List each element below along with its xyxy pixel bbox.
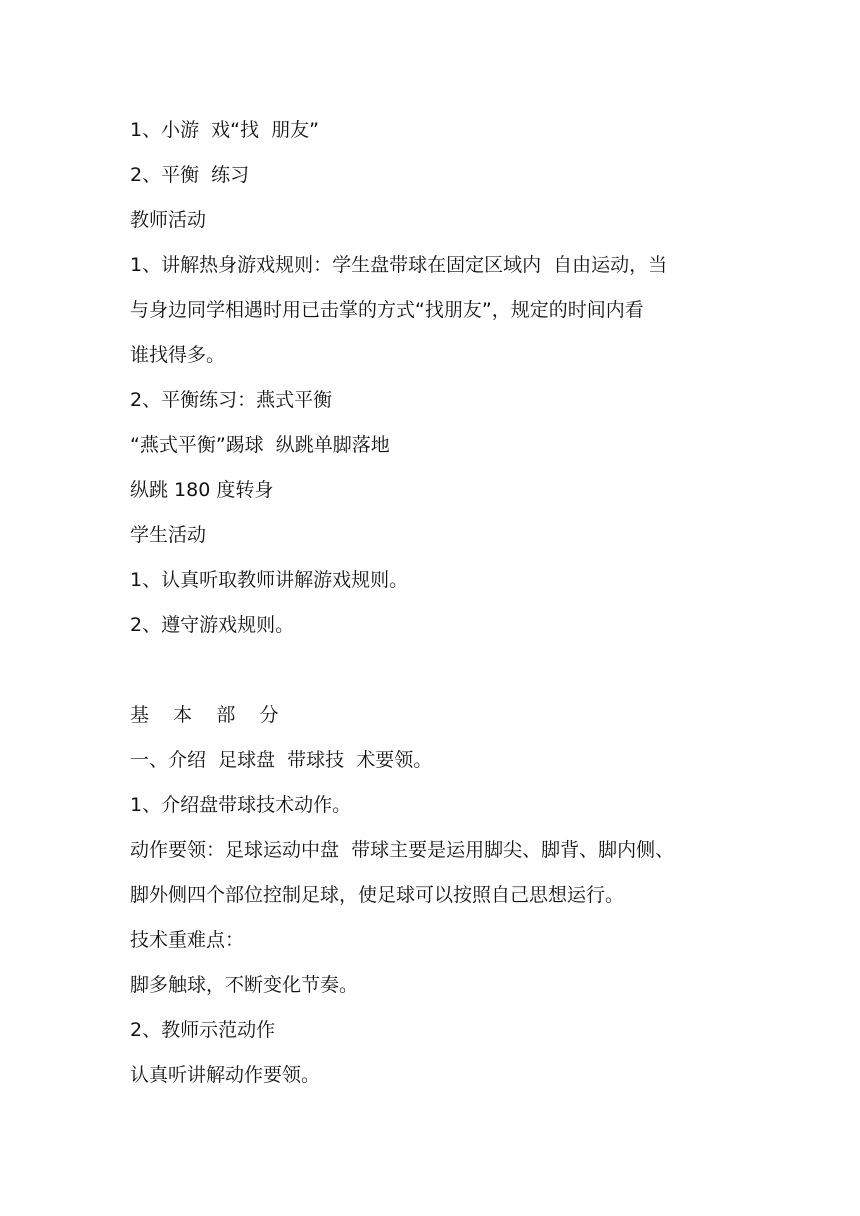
text-line: 脚外侧四个部位控制足球，使足球可以按照自己思想运行。: [130, 884, 625, 906]
section-heading: 基 本 部 分: [130, 704, 279, 726]
text-line: 与身边同学相遇时用已击掌的方式“找朋友”，规定的时间内看: [130, 299, 644, 321]
text-line: 1、认真听取教师讲解游戏规则。: [130, 569, 409, 591]
section-heading: 教师活动: [130, 209, 207, 231]
text-line: 谁找得多。: [130, 344, 226, 366]
text-line: 1、小游 戏“找 朋友”: [130, 119, 319, 141]
text-line: 纵跳 180 度转身: [130, 479, 274, 501]
blank-line: [130, 648, 740, 693]
document-body: [130, 108, 740, 1098]
text-line: 2、平衡练习：燕式平衡: [130, 389, 333, 411]
section-heading: 学生活动: [130, 524, 207, 546]
text-line: 2、教师示范动作: [130, 1019, 276, 1041]
text-line: 一、介绍 足球盘 带球技 术要领。: [130, 749, 433, 771]
text-line: 动作要领：足球运动中盘 带球主要是运用脚尖、脚背、脚内侧、: [130, 839, 675, 861]
text-line: 认真听讲解动作要领。: [130, 1064, 321, 1086]
text-line: 2、遵守游戏规则。: [130, 614, 295, 636]
text-line: 1、介绍盘带球技术动作。: [130, 794, 352, 816]
text-line: “燕式平衡”踢球 纵跳单脚落地: [130, 434, 390, 456]
text-line: 脚多触球，不断变化节奏。: [130, 974, 359, 996]
text-line: 技术重难点：: [130, 929, 245, 951]
text-line: 1、讲解热身游戏规则：学生盘带球在固定区域内 自由运动，当: [130, 254, 668, 276]
text-line: 2、平衡 练习: [130, 164, 250, 186]
